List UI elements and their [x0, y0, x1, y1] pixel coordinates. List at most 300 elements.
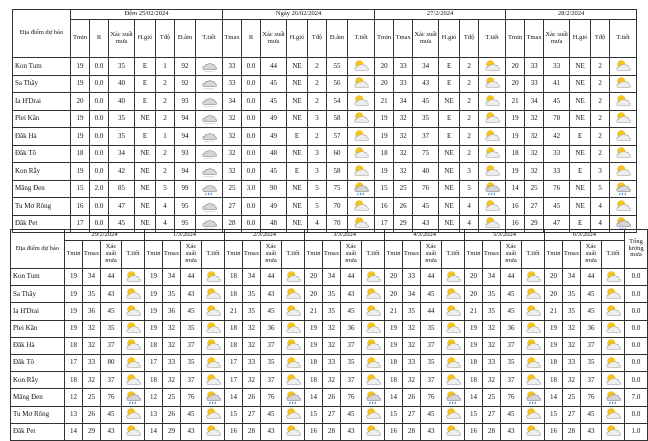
data-cell: 16	[506, 215, 525, 233]
data-cell: 25	[83, 389, 101, 406]
sun-cloud-weather-icon	[362, 337, 385, 354]
data-cell: 19	[545, 337, 563, 354]
data-cell: NE	[439, 215, 460, 233]
data-cell: 45	[581, 303, 602, 320]
sun-cloud-weather-icon	[610, 93, 637, 111]
sun-cloud-weather-icon	[610, 163, 637, 181]
data-cell: 32	[525, 145, 544, 163]
data-cell: 37	[581, 337, 602, 354]
data-cell: 3	[591, 163, 610, 181]
data-cell: 0.0	[242, 128, 261, 146]
data-cell: 25	[223, 180, 242, 198]
column-header: Tmin	[465, 241, 483, 269]
data-cell: 33	[163, 354, 181, 371]
data-cell: 32	[163, 372, 181, 389]
data-cell: 33	[544, 145, 570, 163]
data-cell: 15	[225, 406, 243, 423]
data-cell: 14	[145, 423, 163, 440]
sun-cloud-weather-icon	[202, 354, 225, 371]
data-cell: 35	[341, 354, 362, 371]
data-cell: 32	[83, 372, 101, 389]
location-name: Măng Đen	[13, 180, 71, 198]
data-cell: NE	[570, 145, 591, 163]
column-header: H.gió	[287, 20, 308, 58]
data-cell: 32	[163, 337, 181, 354]
data-cell: 18	[545, 372, 563, 389]
data-cell: E	[135, 128, 156, 146]
data-cell: 43	[581, 423, 602, 440]
data-cell: 56	[327, 75, 348, 93]
table-row	[13, 128, 637, 146]
sun-cloud-weather-icon	[479, 110, 506, 128]
data-cell: 49	[261, 198, 287, 216]
column-header: Tđộ	[460, 20, 479, 58]
data-cell: 28	[243, 423, 261, 440]
data-cell: NE	[287, 93, 308, 111]
data-cell: 35	[181, 354, 202, 371]
data-cell: 44	[581, 269, 602, 286]
data-cell: 5	[460, 180, 479, 198]
column-header: T.tiết	[282, 241, 305, 269]
data-cell: NE	[135, 215, 156, 233]
data-cell: 45	[421, 286, 442, 303]
data-cell: 80	[101, 354, 122, 371]
data-cell: 18	[465, 372, 483, 389]
data-cell: 33	[483, 354, 501, 371]
data-cell: 33	[243, 354, 261, 371]
sun-cloud-weather-icon	[479, 58, 506, 76]
data-cell: 42	[109, 163, 135, 181]
data-cell: 36	[261, 320, 282, 337]
data-cell: 43	[181, 423, 202, 440]
sun-cloud-weather-icon	[522, 320, 545, 337]
data-cell: 45	[261, 163, 287, 181]
data-cell: 0.0	[242, 110, 261, 128]
data-cell: 12	[65, 389, 83, 406]
data-cell: 48	[261, 145, 287, 163]
data-cell: NE	[570, 58, 591, 76]
data-cell: 35	[581, 354, 602, 371]
data-cell: 27	[403, 406, 421, 423]
data-cell: NE	[287, 75, 308, 93]
data-cell: 28	[403, 423, 421, 440]
data-cell: 76	[261, 389, 282, 406]
column-header: Xác suất mưa	[501, 241, 522, 269]
column-header: Tđộ	[591, 20, 610, 58]
data-cell: 43	[101, 423, 122, 440]
sun-cloud-weather-icon	[522, 269, 545, 286]
sun-cloud-weather-icon	[362, 320, 385, 337]
data-cell: 16	[545, 423, 563, 440]
data-cell: NE	[439, 163, 460, 181]
data-cell: 18	[385, 354, 403, 371]
data-cell: 26	[394, 198, 413, 216]
data-cell: 32	[394, 110, 413, 128]
data-cell: 28	[483, 423, 501, 440]
column-header: Tmin	[71, 20, 90, 58]
date-header: 4/3/2024	[385, 230, 465, 241]
sun-cloud-weather-icon	[610, 198, 637, 216]
data-cell: 37	[181, 372, 202, 389]
data-cell: 16	[71, 198, 90, 216]
data-cell: 19	[375, 110, 394, 128]
data-cell: 36	[581, 320, 602, 337]
data-cell: 32	[483, 320, 501, 337]
data-cell: 36	[163, 303, 181, 320]
table-row	[11, 423, 648, 440]
data-cell: 17	[375, 215, 394, 233]
data-cell: 0.0	[90, 198, 109, 216]
data-cell: 19	[145, 303, 163, 320]
data-cell: E	[287, 128, 308, 146]
data-cell: 18	[305, 372, 323, 389]
data-cell: 45	[341, 406, 362, 423]
data-cell: E	[439, 75, 460, 93]
data-cell: 2.0	[90, 180, 109, 198]
sun-cloud-weather-icon	[610, 75, 637, 93]
data-cell: 33	[83, 354, 101, 371]
rain-sun-weather-icon	[479, 180, 506, 198]
column-header: Xác suất mưa	[413, 20, 439, 58]
data-cell: 19	[65, 320, 83, 337]
data-cell: 19	[465, 320, 483, 337]
data-cell: 32	[243, 372, 261, 389]
data-cell: 16	[375, 198, 394, 216]
location-name: Ia H'Drai	[13, 93, 71, 111]
data-cell: 29	[394, 215, 413, 233]
sun-cloud-weather-icon	[202, 303, 225, 320]
sun-cloud-weather-icon	[362, 372, 385, 389]
data-cell: 94	[175, 128, 196, 146]
sun-cloud-weather-icon	[442, 337, 465, 354]
data-cell: 1	[156, 128, 175, 146]
data-cell: 18	[225, 337, 243, 354]
sun-cloud-weather-icon	[282, 372, 305, 389]
data-cell: 35	[83, 286, 101, 303]
data-cell: 48	[261, 215, 287, 233]
cloudy-weather-icon	[196, 93, 223, 111]
data-cell: 13	[145, 406, 163, 423]
data-cell: 16	[385, 423, 403, 440]
sun-cloud-weather-icon	[122, 406, 145, 423]
data-cell: 5	[156, 180, 175, 198]
data-cell: 37	[101, 372, 122, 389]
data-cell: 4	[460, 198, 479, 216]
data-cell: 45	[261, 93, 287, 111]
data-cell: NE	[135, 180, 156, 198]
rain-sun-weather-icon	[610, 180, 637, 198]
data-cell: 19	[465, 337, 483, 354]
data-cell: E	[287, 163, 308, 181]
column-header: T.tiết	[348, 20, 375, 58]
sun-cloud-weather-icon	[602, 354, 625, 371]
data-cell: 25	[163, 389, 181, 406]
sun-cloud-weather-icon	[602, 286, 625, 303]
sun-cloud-weather-icon	[348, 110, 375, 128]
data-cell: 33	[323, 354, 341, 371]
data-cell: 42	[544, 128, 570, 146]
cloudy-weather-icon	[196, 75, 223, 93]
data-cell: 37	[501, 372, 522, 389]
data-cell: 45	[413, 198, 439, 216]
data-cell: 45	[501, 303, 522, 320]
data-cell: 20	[545, 269, 563, 286]
data-cell: E	[439, 110, 460, 128]
data-cell: 34	[223, 93, 242, 111]
column-header: Tmax	[243, 241, 261, 269]
table-row	[11, 286, 648, 303]
data-cell: 18	[71, 145, 90, 163]
data-cell: 2	[591, 58, 610, 76]
data-cell: 19	[65, 303, 83, 320]
data-cell: 26	[403, 389, 421, 406]
sun-cloud-weather-icon	[479, 163, 506, 181]
data-cell: 76	[544, 180, 570, 198]
data-cell: 35	[403, 303, 421, 320]
data-cell: 57	[327, 128, 348, 146]
location-name: Sa Thầy	[11, 286, 65, 303]
data-cell: 20	[305, 286, 323, 303]
data-cell: 35	[163, 286, 181, 303]
data-cell: 41	[544, 75, 570, 93]
sun-cloud-weather-icon	[602, 337, 625, 354]
data-cell: 44	[261, 58, 287, 76]
data-cell: 36	[341, 320, 362, 337]
sun-cloud-weather-icon	[479, 93, 506, 111]
column-header: H.gió	[570, 20, 591, 58]
forecast-table-long-term	[10, 229, 648, 441]
data-cell: 19	[506, 128, 525, 146]
data-cell: 43	[413, 215, 439, 233]
data-cell: NE	[287, 215, 308, 233]
sun-cloud-weather-icon	[610, 110, 637, 128]
data-cell: 33	[525, 58, 544, 76]
data-cell: 33	[403, 354, 421, 371]
data-cell: 2	[591, 75, 610, 93]
data-cell: 45	[544, 198, 570, 216]
data-cell: 0.0	[242, 93, 261, 111]
data-cell: 32	[563, 337, 581, 354]
data-cell: NE	[287, 110, 308, 128]
data-cell: 32	[223, 128, 242, 146]
column-header: Xác suất mưa	[261, 20, 287, 58]
data-cell: 19	[145, 286, 163, 303]
data-cell: 25	[483, 389, 501, 406]
date-header: 1/3/2024	[145, 230, 225, 241]
data-cell: E	[570, 163, 591, 181]
data-cell: 40	[413, 163, 439, 181]
sun-cloud-weather-icon	[602, 372, 625, 389]
data-cell: 2	[591, 128, 610, 146]
data-cell: NE	[287, 180, 308, 198]
sun-cloud-weather-icon	[282, 269, 305, 286]
data-cell: 49	[261, 128, 287, 146]
data-cell: 4	[460, 215, 479, 233]
data-cell: 27	[323, 406, 341, 423]
data-cell: 3	[308, 145, 327, 163]
column-header: Tmax	[563, 241, 581, 269]
cloudy-weather-icon	[196, 128, 223, 146]
data-cell: 32	[323, 337, 341, 354]
data-cell: 3	[308, 110, 327, 128]
data-cell: 32	[525, 128, 544, 146]
data-cell: 35	[323, 286, 341, 303]
column-header: Xác suất mưa	[544, 20, 570, 58]
data-cell: 19	[145, 269, 163, 286]
data-cell: 2	[308, 75, 327, 93]
data-cell: 32	[525, 110, 544, 128]
total-rain-cell: 1.0	[625, 423, 648, 440]
column-header: Xác suất mưa	[101, 241, 122, 269]
sun-cloud-weather-icon	[522, 354, 545, 371]
sun-cloud-weather-icon	[202, 286, 225, 303]
data-cell: 36	[83, 303, 101, 320]
data-cell: 2	[308, 58, 327, 76]
data-cell: NE	[135, 198, 156, 216]
sun-cloud-weather-icon	[122, 337, 145, 354]
sun-cloud-weather-icon	[479, 75, 506, 93]
data-cell: 35	[413, 110, 439, 128]
column-header: Đ.âm	[327, 20, 348, 58]
data-cell: E	[439, 58, 460, 76]
sun-cloud-weather-icon	[122, 354, 145, 371]
column-header: R	[242, 20, 261, 58]
column-header: T.tiết	[610, 20, 637, 58]
cloudy-weather-icon	[196, 198, 223, 216]
data-cell: 37	[261, 337, 282, 354]
data-cell: 33	[544, 163, 570, 181]
data-cell: 76	[421, 389, 442, 406]
data-cell: 17	[71, 215, 90, 233]
data-cell: 15	[305, 406, 323, 423]
data-cell: NE	[439, 145, 460, 163]
data-cell: 45	[109, 215, 135, 233]
data-cell: 14	[65, 423, 83, 440]
data-cell: 18	[545, 354, 563, 371]
sun-cloud-weather-icon	[282, 303, 305, 320]
data-cell: 27	[243, 406, 261, 423]
data-cell: 35	[109, 128, 135, 146]
column-header: H.gió	[439, 20, 460, 58]
data-cell: E	[135, 58, 156, 76]
data-cell: 55	[327, 58, 348, 76]
location-name: Măng Đen	[11, 389, 65, 406]
data-cell: 18	[375, 145, 394, 163]
data-cell: 37	[181, 337, 202, 354]
date-header: 5/3/2024	[465, 230, 545, 241]
rain-sun-weather-icon	[522, 389, 545, 406]
data-cell: 36	[501, 320, 522, 337]
data-cell: 19	[305, 320, 323, 337]
data-cell: 33	[394, 75, 413, 93]
column-header: Tmax	[483, 241, 501, 269]
data-cell: 35	[483, 286, 501, 303]
data-cell: 32	[223, 110, 242, 128]
data-cell: 34	[403, 286, 421, 303]
location-name: Plei Kần	[13, 110, 71, 128]
data-cell: 27	[223, 198, 242, 216]
data-cell: 32	[563, 320, 581, 337]
data-cell: 18	[225, 286, 243, 303]
data-cell: 93	[175, 145, 196, 163]
data-cell: 15	[465, 406, 483, 423]
data-cell: 19	[385, 337, 403, 354]
data-cell: 45	[261, 406, 282, 423]
data-cell: 17	[225, 354, 243, 371]
data-cell: NE	[439, 93, 460, 111]
data-cell: 18	[465, 354, 483, 371]
data-cell: 4	[156, 215, 175, 233]
data-cell: E	[570, 215, 591, 233]
data-cell: 34	[109, 145, 135, 163]
data-cell: 45	[581, 406, 602, 423]
data-cell: 28	[563, 423, 581, 440]
data-cell: 2	[156, 93, 175, 111]
data-cell: 32	[163, 320, 181, 337]
location-name: Tu Mơ Rông	[11, 406, 65, 423]
data-cell: 32	[483, 372, 501, 389]
data-cell: 2	[156, 110, 175, 128]
data-cell: 35	[109, 58, 135, 76]
total-rain-cell: 0.0	[625, 303, 648, 320]
cloudy-weather-icon	[196, 58, 223, 76]
sun-cloud-weather-icon	[362, 406, 385, 423]
location-name: Đăk Tô	[11, 354, 65, 371]
data-cell: 0.0	[90, 75, 109, 93]
cloudy-weather-icon	[196, 163, 223, 181]
data-cell: 76	[341, 389, 362, 406]
location-name: Kon Rẫy	[11, 372, 65, 389]
data-cell: 2	[460, 93, 479, 111]
data-cell: 19	[71, 163, 90, 181]
data-cell: E	[439, 128, 460, 146]
sun-cloud-weather-icon	[479, 128, 506, 146]
column-header: Xác suất mưa	[109, 20, 135, 58]
data-cell: 15	[375, 180, 394, 198]
data-cell: 0.0	[90, 215, 109, 233]
column-header: Xác suất mưa	[261, 241, 282, 269]
data-cell: 14	[305, 389, 323, 406]
data-cell: NE	[570, 198, 591, 216]
data-cell: 33	[544, 58, 570, 76]
data-cell: 20	[305, 269, 323, 286]
column-header: Đ.âm	[175, 20, 196, 58]
data-cell: 12	[145, 389, 163, 406]
data-cell: 14	[465, 389, 483, 406]
total-rain-header: Tổng lượng mưa	[625, 230, 648, 269]
data-cell: 32	[563, 372, 581, 389]
data-cell: 85	[109, 180, 135, 198]
sun-cloud-weather-icon	[602, 406, 625, 423]
data-cell: 19	[506, 163, 525, 181]
data-cell: 33	[525, 75, 544, 93]
data-cell: 2	[156, 163, 175, 181]
sun-cloud-weather-icon	[282, 286, 305, 303]
column-header: T.tiết	[602, 241, 625, 269]
data-cell: 76	[101, 389, 122, 406]
data-cell: 18	[145, 372, 163, 389]
data-cell: 5	[308, 180, 327, 198]
data-cell: 29	[525, 215, 544, 233]
data-cell: 21	[465, 303, 483, 320]
data-cell: 45	[501, 406, 522, 423]
data-cell: 33	[223, 58, 242, 76]
location-name: Đăk Pet	[13, 215, 71, 233]
data-cell: 34	[83, 269, 101, 286]
data-cell: 95	[175, 198, 196, 216]
data-cell: 45	[261, 303, 282, 320]
sun-cloud-weather-icon	[602, 303, 625, 320]
